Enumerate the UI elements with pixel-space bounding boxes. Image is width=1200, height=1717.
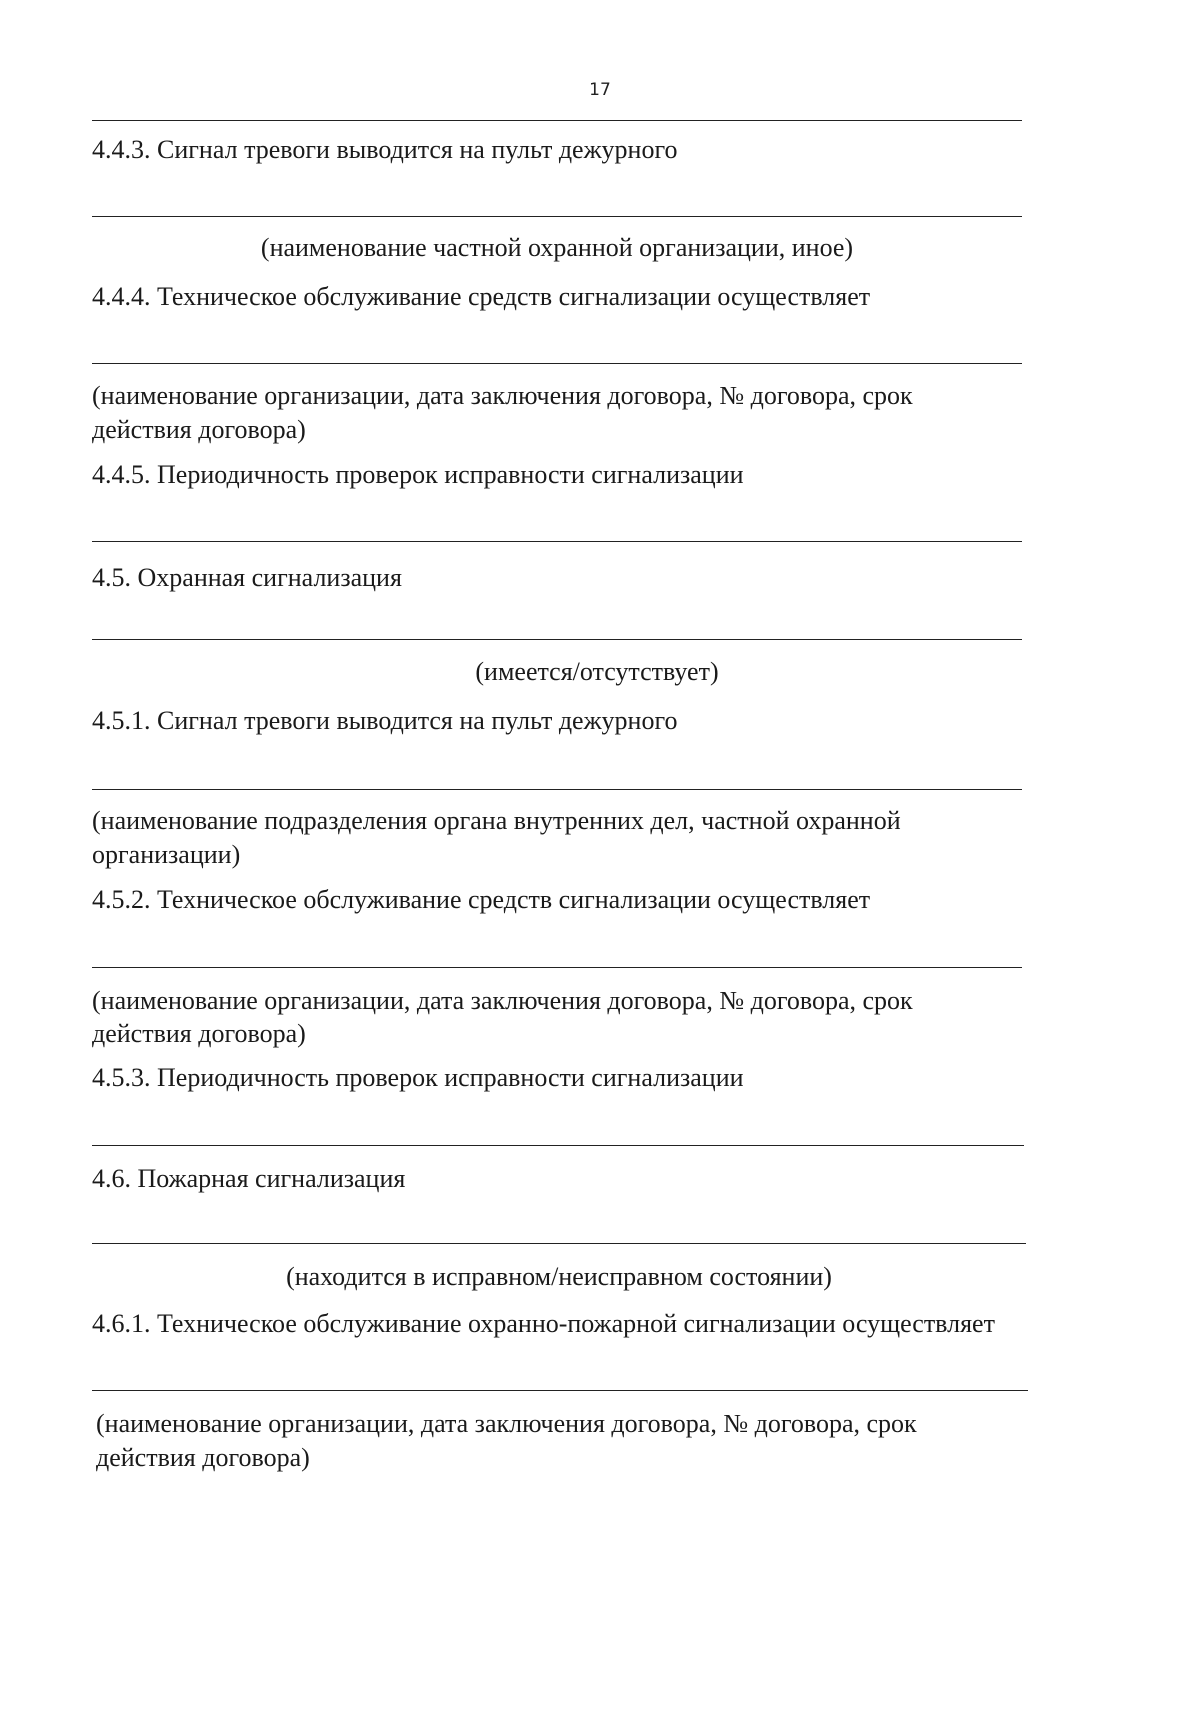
fill-line-4-4-5 — [92, 541, 1022, 542]
fill-line-4-5-1 — [92, 789, 1022, 790]
item-4-5-3: 4.5.3. Периодичность проверок исправности сигнализации — [92, 1063, 744, 1092]
fill-line-4-6 — [92, 1243, 1026, 1244]
caption-4-4-4-line1: (наименование организации, дата заключения договора, № договора, срок — [92, 381, 913, 410]
caption-4-5-2-line2: действия договора) — [92, 1019, 306, 1048]
item-4-4-4: 4.4.4. Техническое обслуживание средств сигнализации осуществляет — [92, 282, 871, 311]
fill-line-4-5 — [92, 639, 1022, 640]
page-number: 17 — [589, 80, 611, 100]
caption-4-4-4-line2: действия договора) — [92, 415, 306, 444]
item-4-6-1: 4.6.1. Техническое обслуживание охранно-пожарной сигнализации осуществляет — [92, 1309, 995, 1338]
fill-line-4-4-3 — [92, 216, 1022, 217]
item-4-6: 4.6. Пожарная сигнализация — [92, 1164, 406, 1193]
item-4-5-1: 4.5.1. Сигнал тревоги выводится на пульт дежурного — [92, 706, 678, 735]
caption-4-6-1-line1: (наименование организации, дата заключения договора, № договора, срок — [96, 1409, 917, 1438]
caption-4-5: (имеется/отсутствует) — [475, 657, 719, 686]
caption-4-5-1-line1: (наименование подразделения органа внутренних дел, частной охранной — [92, 806, 901, 835]
fill-line-4-6-1 — [92, 1390, 1028, 1391]
fill-line-4-5-2 — [92, 967, 1022, 968]
item-4-5-2: 4.5.2. Техническое обслуживание средств сигнализации осуществляет — [92, 885, 871, 914]
header-rule — [92, 120, 1022, 121]
item-4-4-5: 4.4.5. Периодичность проверок исправности сигнализации — [92, 460, 744, 489]
caption-4-6: (находится в исправном/неисправном состоянии) — [286, 1262, 832, 1291]
caption-4-6-1-line2: действия договора) — [96, 1443, 310, 1472]
item-4-4-3: 4.4.3. Сигнал тревоги выводится на пульт дежурного — [92, 135, 678, 164]
item-4-5: 4.5. Охранная сигнализация — [92, 563, 402, 592]
fill-line-4-4-4 — [92, 363, 1022, 364]
caption-4-5-1-line2: организации) — [92, 840, 241, 869]
caption-4-4-3: (наименование частной охранной организации, иное) — [260, 233, 854, 262]
fill-line-4-5-3 — [92, 1145, 1024, 1146]
caption-4-5-2-line1: (наименование организации, дата заключения договора, № договора, срок — [92, 986, 913, 1015]
